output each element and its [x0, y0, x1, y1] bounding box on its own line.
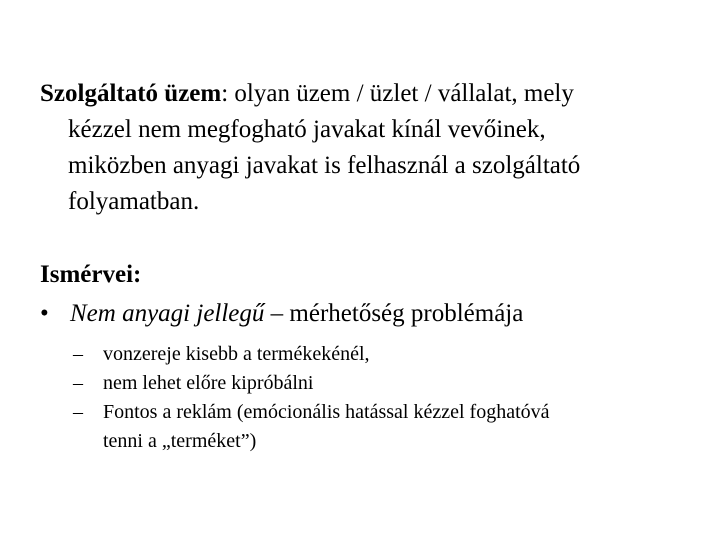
definition-line-2: kézzel nem megfogható javakat kínál vevőinek, — [68, 116, 546, 143]
criteria-sublist — [73, 340, 693, 456]
list-item — [73, 340, 693, 369]
list-item-text-continued: tenni a „terméket”) — [103, 430, 257, 452]
dash-icon: – — [73, 401, 83, 423]
list-item-text: nem lehet előre kipróbálni — [103, 372, 314, 394]
list-item-text: vonzereje kisebb a termékekénél, — [103, 343, 370, 365]
bullet-italic-text: Nem anyagi jellegű — [70, 300, 265, 327]
definition-line-1 — [40, 76, 690, 112]
definition-line-4: folyamatban. — [68, 188, 200, 215]
criteria-bullet — [40, 296, 523, 332]
dash-icon: – — [73, 372, 83, 394]
list-item — [73, 369, 693, 398]
definition-paragraph — [40, 76, 690, 220]
criteria-heading: Ismérvei: — [40, 261, 142, 288]
list-item-text: Fontos a reklám (emócionális hatással kézzel foghatóvá — [103, 401, 550, 423]
bullet-rest-text: – mérhetőség problémája — [264, 300, 524, 327]
definition-term: Szolgáltató üzem — [40, 80, 222, 107]
dash-icon: – — [73, 343, 83, 365]
definition-line-3: miközben anyagi javakat is felhasznál a szolgáltató — [68, 152, 581, 179]
list-item — [73, 398, 693, 456]
definition-line-1-rest: : olyan üzem / üzlet / vállalat, mely — [221, 80, 574, 107]
bullet-icon: • — [40, 300, 49, 327]
